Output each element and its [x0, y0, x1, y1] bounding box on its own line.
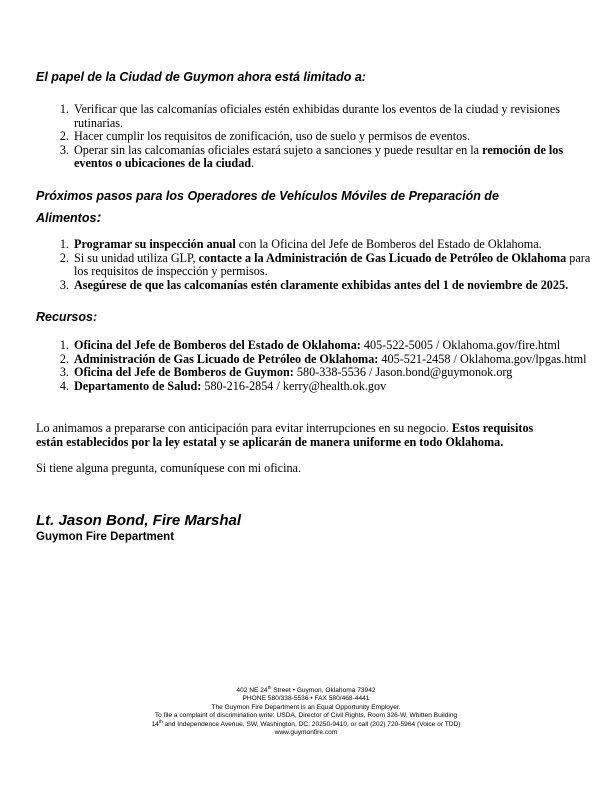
- footer-eoe: The Guymon Fire Department is an Equal Opportunity Employer.: [211, 703, 401, 711]
- list-item: 1. Oficina del Jefe de Bomberos del Estado de Oklahoma: 405-522-5005 / Oklahoma.gov/fire.html: [72, 339, 597, 353]
- next-steps-list: [36, 238, 597, 292]
- list-item: 2. Si su unidad utiliza GLP, contacte a la Administración de Gas Licuado de Petróleo de Oklahoma para los requisitos de inspección y permisos.: [72, 252, 597, 279]
- list-item: 3. Asegúrese de que las calcomanías estén claramente exhibidas antes del 1 de noviembre de 2025.: [72, 279, 597, 293]
- footer-complaint-line1: To file a complaint of discrimination write: USDA, Director of Civil Rights, Room 326-W, Whitten Building: [154, 712, 458, 720]
- footer-complaint-line2: 14th and Independence Avenue, SW, Washington, DC. 20250-9410, or call (202) 720-5964 (Voice or TDD): [151, 718, 461, 728]
- footer-address: 402 NE 24th Street • Guymon, Oklahoma 73942: [236, 684, 376, 694]
- list-item: 1. Verificar que las calcomanías oficiales estén exhibidas durante los eventos de la ciudad y revisiones rutinarias.: [72, 103, 597, 130]
- list-item: 1. Programar su inspección anual con la Oficina del Jefe de Bomberos del Estado de Oklahoma.: [72, 238, 597, 252]
- list-item: 3. Operar sin las calcomanías oficiales estará sujeto a sanciones y puede resultar en la remoción de los eventos o ubicaciones de la ciudad.: [72, 144, 597, 171]
- list-item: 2. Administración de Gas Licuado de Petróleo de Oklahoma: 405-521-2458 / Oklahoma.gov/lpgas.html: [72, 353, 597, 367]
- list-item: 2. Hacer cumplir los requisitos de zonificación, uso de suelo y permisos de eventos.: [72, 130, 597, 144]
- signature-name: Lt. Jason Bond, Fire Marshal: [36, 512, 242, 529]
- questions-paragraph: Si tiene alguna pregunta, comuníquese con mi oficina.: [36, 461, 302, 475]
- city-role-heading: El papel de la Ciudad de Guymon ahora está limitado a:: [36, 70, 366, 84]
- list-item: 4. Departamento de Salud: 580-216-2854 / kerry@health.ok.gov: [72, 380, 597, 394]
- resources-heading: Recursos:: [36, 310, 98, 324]
- footer-phone: PHONE 580/338-5536 • FAX 580/468-4441: [242, 695, 370, 703]
- footer-website[interactable]: www.guymonfire.com: [274, 729, 338, 737]
- city-role-list: [36, 103, 597, 171]
- resources-list: [36, 339, 597, 393]
- next-steps-heading: Próximos pasos para los Operadores de Vehículos Móviles de Preparación de Alimentos:: [36, 189, 499, 226]
- list-item: 3. Oficina del Jefe de Bomberos de Guymon: 580-338-5536 / Jason.bond@guymonok.org: [72, 366, 597, 380]
- encouragement-paragraph: Lo animamos a prepararse con anticipación para evitar interrupciones en su negocio. Estos requisitos están establecidos por la ley estatal y se aplicarán de manera uniforme en todo Oklahoma.: [36, 421, 534, 449]
- signature-department: Guymon Fire Department: [36, 531, 175, 543]
- letterhead-footer: [0, 684, 612, 737]
